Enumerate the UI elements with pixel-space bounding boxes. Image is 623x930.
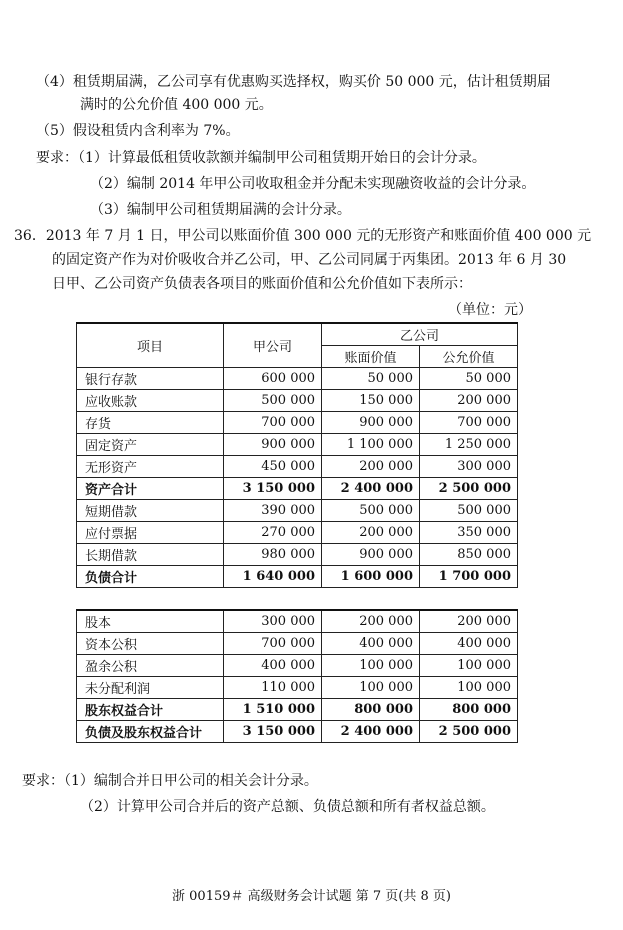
table-row bbox=[77, 699, 518, 721]
cell-value: 3 150 000 bbox=[224, 478, 322, 500]
row-label: 负债及股东权益合计 bbox=[77, 721, 224, 743]
question-36: 36．2013 年 7 月 1 日，甲公司以账面价值 300 000 元的无形资产和账面价值 400 000 元 bbox=[14, 228, 592, 244]
cell-value: 400 000 bbox=[322, 633, 420, 655]
cell-value: 2 400 000 bbox=[322, 721, 420, 743]
cell-value: 300 000 bbox=[420, 456, 518, 478]
cell-value: 100 000 bbox=[322, 655, 420, 677]
table-spacer bbox=[77, 588, 518, 611]
text-line: 要求：（1）计算最低租赁收款额并编制甲公司租赁期开始日的会计分录。 bbox=[36, 150, 486, 166]
cell-value: 110 000 bbox=[224, 677, 322, 699]
cell-value: 200 000 bbox=[420, 610, 518, 633]
header-company-yi: 乙公司 bbox=[322, 323, 518, 346]
row-label: 长期借款 bbox=[77, 544, 224, 566]
cell-value: 300 000 bbox=[224, 610, 322, 633]
row-label: 固定资产 bbox=[77, 434, 224, 456]
cell-value: 700 000 bbox=[420, 412, 518, 434]
cell-value: 450 000 bbox=[224, 456, 322, 478]
cell-value: 400 000 bbox=[420, 633, 518, 655]
cell-value: 2 500 000 bbox=[420, 721, 518, 743]
balance-sheet-table bbox=[76, 322, 518, 743]
row-label: 资本公积 bbox=[77, 633, 224, 655]
cell-value: 980 000 bbox=[224, 544, 322, 566]
cell-value: 1 250 000 bbox=[420, 434, 518, 456]
cell-value: 350 000 bbox=[420, 522, 518, 544]
table-row bbox=[77, 478, 518, 500]
cell-value: 600 000 bbox=[224, 368, 322, 390]
row-label: 未分配利润 bbox=[77, 677, 224, 699]
text-line: （4）租赁期届满，乙公司享有优惠购买选择权，购买价 50 000 元，估计租赁期届 bbox=[36, 74, 551, 90]
row-label: 应付票据 bbox=[77, 522, 224, 544]
cell-value: 850 000 bbox=[420, 544, 518, 566]
cell-value: 500 000 bbox=[322, 500, 420, 522]
cell-value: 700 000 bbox=[224, 633, 322, 655]
cell-value: 200 000 bbox=[322, 456, 420, 478]
header-book-value: 账面价值 bbox=[322, 346, 420, 368]
requirement-line: 要求：（1）编制合并日甲公司的相关会计分录。 bbox=[22, 773, 318, 789]
table-row bbox=[77, 390, 518, 412]
text-line: （5）假设租赁内含利率为 7%。 bbox=[36, 123, 240, 139]
unit-note: （单位：元） bbox=[448, 302, 532, 318]
cell-value: 200 000 bbox=[420, 390, 518, 412]
row-label: 股东权益合计 bbox=[77, 699, 224, 721]
cell-value: 1 510 000 bbox=[224, 699, 322, 721]
cell-value: 150 000 bbox=[322, 390, 420, 412]
table-row bbox=[77, 456, 518, 478]
text-line: 的固定资产作为对价吸收合并乙公司，甲、乙公司同属于丙集团。2013 年 6 月 30 bbox=[52, 252, 567, 268]
row-label: 股本 bbox=[77, 610, 224, 633]
cell-value: 270 000 bbox=[224, 522, 322, 544]
cell-value: 500 000 bbox=[224, 390, 322, 412]
row-label: 应收账款 bbox=[77, 390, 224, 412]
cell-value: 900 000 bbox=[322, 412, 420, 434]
cell-value: 50 000 bbox=[420, 368, 518, 390]
page-footer: 浙 00159＃ 高级财务会计试题 第 7 页(共 8 页) bbox=[172, 889, 451, 904]
cell-value: 50 000 bbox=[322, 368, 420, 390]
table-row bbox=[77, 412, 518, 434]
cell-value: 900 000 bbox=[322, 544, 420, 566]
table-row bbox=[77, 633, 518, 655]
cell-value: 700 000 bbox=[224, 412, 322, 434]
table-row bbox=[77, 368, 518, 390]
cell-value: 100 000 bbox=[420, 677, 518, 699]
header-item: 项目 bbox=[77, 323, 224, 368]
text-line: 满时的公允价值 400 000 元。 bbox=[80, 97, 273, 113]
cell-value: 100 000 bbox=[322, 677, 420, 699]
cell-value: 1 700 000 bbox=[420, 566, 518, 588]
cell-value: 390 000 bbox=[224, 500, 322, 522]
table-row bbox=[77, 500, 518, 522]
table-row bbox=[77, 610, 518, 633]
table-row bbox=[77, 721, 518, 743]
cell-value: 3 150 000 bbox=[224, 721, 322, 743]
cell-value: 1 600 000 bbox=[322, 566, 420, 588]
cell-value: 200 000 bbox=[322, 522, 420, 544]
cell-value: 900 000 bbox=[224, 434, 322, 456]
cell-value: 500 000 bbox=[420, 500, 518, 522]
cell-value: 400 000 bbox=[224, 655, 322, 677]
table-row bbox=[77, 566, 518, 588]
text-line: （3）编制甲公司租赁期届满的会计分录。 bbox=[90, 202, 351, 218]
table-row bbox=[77, 677, 518, 699]
header-company-jia: 甲公司 bbox=[224, 323, 322, 368]
cell-value: 800 000 bbox=[420, 699, 518, 721]
cell-value: 2 500 000 bbox=[420, 478, 518, 500]
row-label: 短期借款 bbox=[77, 500, 224, 522]
table-row bbox=[77, 522, 518, 544]
row-label: 银行存款 bbox=[77, 368, 224, 390]
cell-value: 800 000 bbox=[322, 699, 420, 721]
row-label: 负债合计 bbox=[77, 566, 224, 588]
row-label: 存货 bbox=[77, 412, 224, 434]
table-row bbox=[77, 655, 518, 677]
text-line: （2）编制 2014 年甲公司收取租金并分配未实现融资收益的会计分录。 bbox=[90, 176, 536, 192]
text-line: 日甲、乙公司资产负债表各项目的账面价值和公允价值如下表所示： bbox=[52, 276, 472, 292]
requirement-line: （2）计算甲公司合并后的资产总额、负债总额和所有者权益总额。 bbox=[80, 799, 495, 815]
table-row bbox=[77, 544, 518, 566]
row-label: 资产合计 bbox=[77, 478, 224, 500]
cell-value: 200 000 bbox=[322, 610, 420, 633]
cell-value: 1 640 000 bbox=[224, 566, 322, 588]
row-label: 盈余公积 bbox=[77, 655, 224, 677]
row-label: 无形资产 bbox=[77, 456, 224, 478]
cell-value: 100 000 bbox=[420, 655, 518, 677]
table-row bbox=[77, 434, 518, 456]
cell-value: 2 400 000 bbox=[322, 478, 420, 500]
header-fair-value: 公允价值 bbox=[420, 346, 518, 368]
cell-value: 1 100 000 bbox=[322, 434, 420, 456]
